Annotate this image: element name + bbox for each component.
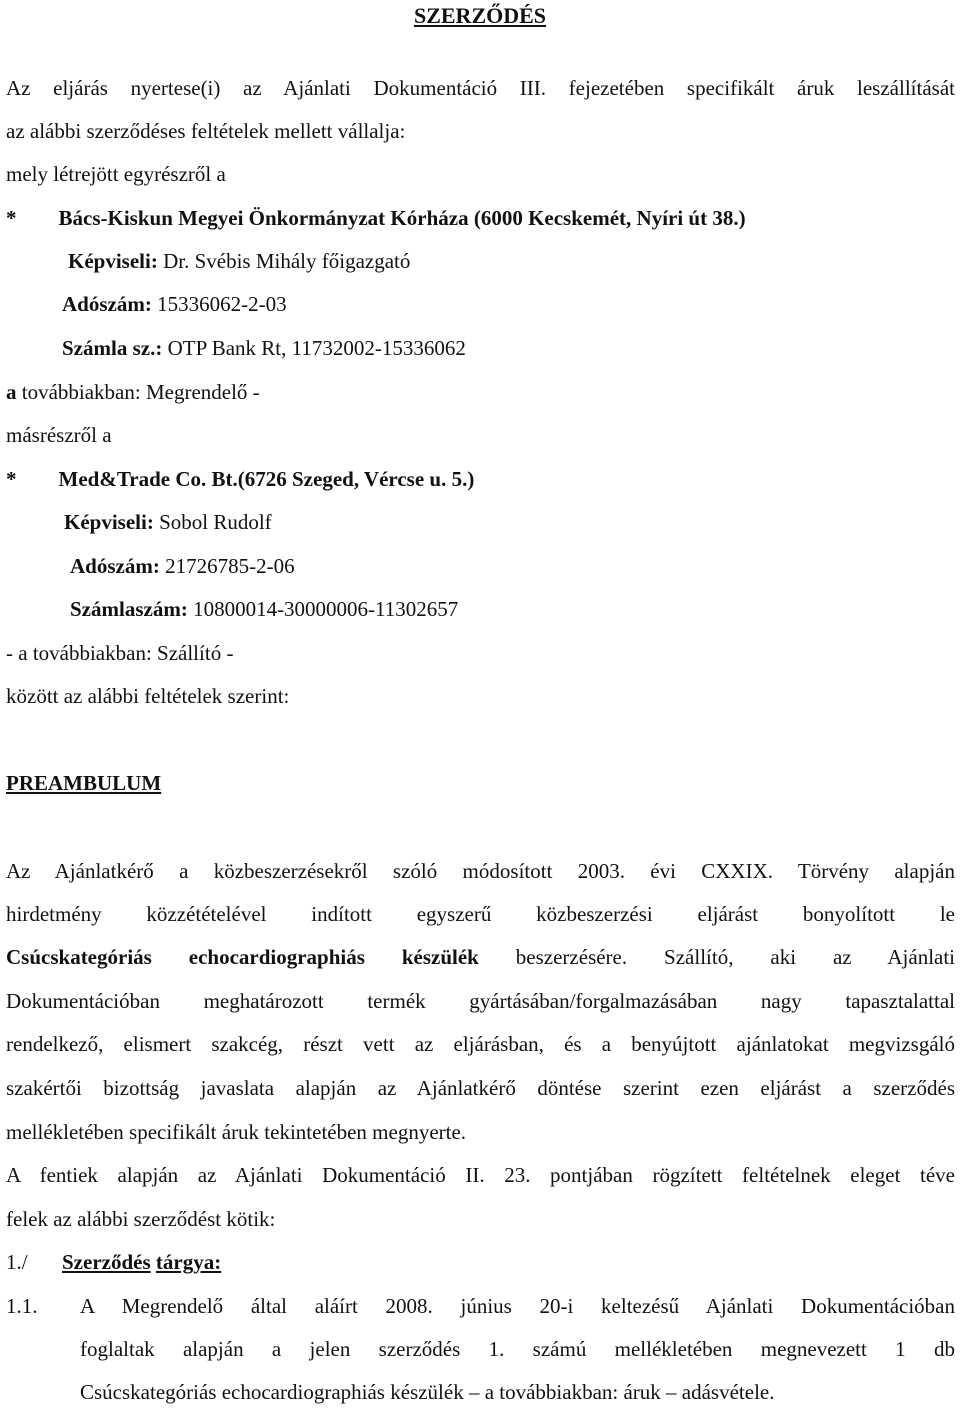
party2-block <box>6 467 474 491</box>
party1-account-value: OTP Bank Rt, 11732002-15336062 <box>167 336 466 360</box>
party1-rep-value: Dr. Svébis Mihály főigazgató <box>163 249 411 273</box>
party2-account-label: Számlaszám: <box>70 597 188 621</box>
section1-sub-number: 1.1. <box>6 1294 38 1318</box>
preambulum-line-4: Dokumentációban meghatározott termék gyártásában/forgalmazásában nagy tapasztalattal <box>6 989 955 1013</box>
party2-tax-label: Adószám: <box>70 554 160 578</box>
preambulum-line-3 <box>6 945 955 969</box>
section1-para-line-2: foglaltak alapján a jelen szerződés 1. számú mellékletében megnevezett 1 db <box>80 1337 955 1361</box>
party2-bullet: * <box>6 467 17 491</box>
preambulum-heading: PREAMBULUM <box>6 771 162 795</box>
party2-rep-value: Sobol Rudolf <box>159 510 272 534</box>
party2-account-value: 10800014-30000006-11302657 <box>193 597 459 621</box>
preambulum-line-9: felek az alábbi szerződést kötik: <box>6 1207 276 1231</box>
intro-line-1: Az eljárás nyertese(i) az Ajánlati Dokumentáció III. fejezetében specifikált áruk leszállítását <box>6 76 955 100</box>
party2-role: - a továbbiakban: Szállító - <box>6 641 234 665</box>
party1-tax-label: Adószám: <box>62 292 152 316</box>
party1-role-text: továbbiakban: Megrendelő - <box>21 380 260 404</box>
section1-heading-a: Szerződés <box>62 1250 151 1274</box>
party2-tax-value: 21726785-2-06 <box>165 554 295 578</box>
party2-representative <box>64 510 272 534</box>
preambulum-line-1: Az Ajánlatkérő a közbeszerzésekről szóló módosított 2003. évi CXXIX. Törvény alapján <box>6 859 955 883</box>
other-side-text: másrészről a <box>6 423 112 447</box>
document-title: SZERZŐDÉS <box>413 3 547 28</box>
preambulum-line-3-rest: beszerzésére. Szállító, aki az Ajánlati <box>515 945 956 969</box>
section1-para-line-1: A Megrendelő által aláírt 2008. június 20-i keltezésű Ajánlati Dokumentációban <box>80 1294 955 1318</box>
party1-name: Bács-Kiskun Megyei Önkormányzat Kórháza (6000 Kecskemét, Nyíri út 38.) <box>58 206 746 230</box>
between-text: között az alábbi feltételek szerint: <box>6 684 290 708</box>
party2-rep-label: Képviseli: <box>64 510 154 534</box>
section1-para-line-3: Csúcskategóriás echocardiographiás készülék – a továbbiakban: áruk – adásvétele. <box>80 1380 775 1404</box>
party1-tax-value: 15336062-2-03 <box>157 292 287 316</box>
party1-account <box>62 336 466 360</box>
preambulum-line-6: szakértői bizottság javaslata alapján az Ajánlatkérő döntése szerint ezen eljárást a szerződés <box>6 1076 955 1100</box>
party2-tax <box>70 554 295 578</box>
intro-line-3: mely létrejött egyrészről a <box>6 162 226 186</box>
section1-heading <box>62 1250 221 1274</box>
party1-account-label: Számla sz.: <box>62 336 163 360</box>
intro-line-2: az alábbi szerződéses feltételek mellett vállalja: <box>6 119 406 143</box>
preambulum-line-7: mellékletében specifikált áruk tekintetében megnyerte. <box>6 1120 467 1144</box>
party1-bullet: * <box>6 206 17 230</box>
party2-account <box>70 597 458 621</box>
preambulum-line-2: hirdetmény közzétételével indított egyszerű közbeszerzési eljárást bonyolított le <box>6 902 955 926</box>
party1-block <box>6 206 746 230</box>
section1-number: 1./ <box>6 1250 28 1274</box>
party1-representative <box>68 249 410 273</box>
preambulum-line-8: A fentiek alapján az Ajánlati Dokumentáció II. 23. pontjában rögzített feltételnek eleget téve <box>6 1163 955 1187</box>
preambulum-line-5: rendelkező, elismert szakcég, részt vett az eljárásban, és a benyújtott ajánlatokat megvizsgáló <box>6 1032 955 1056</box>
party1-role <box>6 380 260 404</box>
party1-rep-label: Képviseli: <box>68 249 158 273</box>
product-name-bold: Csúcskategóriás echocardiographiás készülék <box>6 945 479 969</box>
section1-heading-b: tárgya: <box>155 1250 222 1274</box>
party1-role-prefix: a <box>6 380 17 404</box>
party1-tax <box>62 292 287 316</box>
party2-name: Med&Trade Co. Bt.(6726 Szeged, Vércse u. 5.) <box>58 467 475 491</box>
